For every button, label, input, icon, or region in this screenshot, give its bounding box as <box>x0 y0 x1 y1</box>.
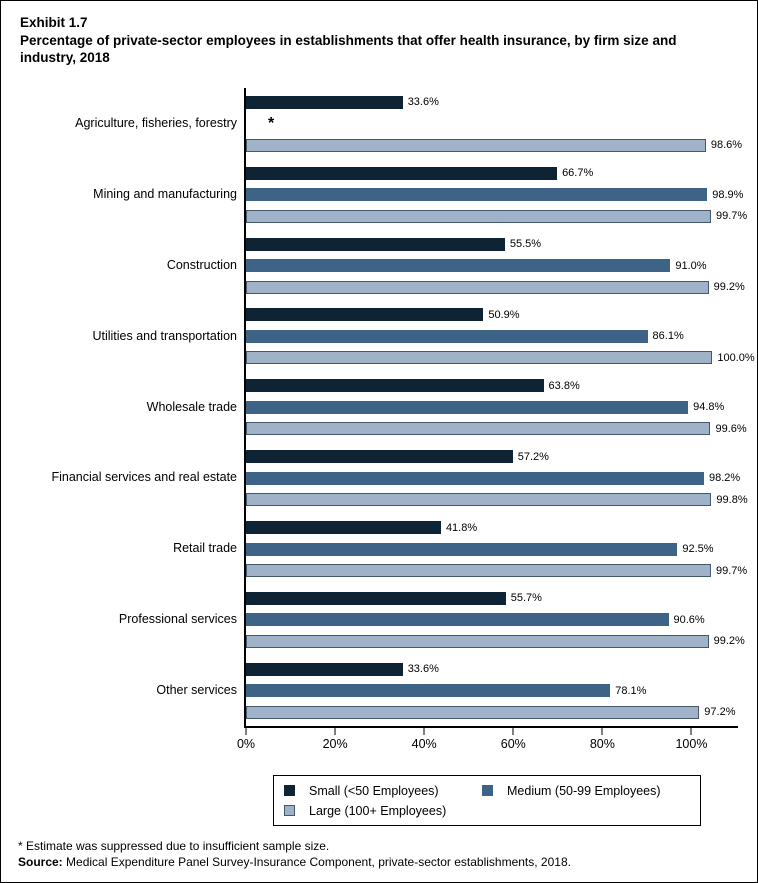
bar <box>246 592 506 605</box>
source-label: Source: <box>18 854 63 869</box>
bar-value-label: 99.2% <box>713 635 745 648</box>
bar-value-label: 50.9% <box>488 308 520 321</box>
bar <box>246 210 711 223</box>
category-label: Agriculture, fisheries, forestry <box>75 115 237 130</box>
x-axis-ticks <box>236 728 736 758</box>
tick-label: 80% <box>589 736 615 751</box>
bar-row <box>246 347 758 369</box>
bar-chart <box>1 88 757 758</box>
bar <box>246 188 707 201</box>
bar <box>246 635 709 648</box>
bar <box>246 543 677 556</box>
bar-group-bars <box>244 513 758 584</box>
bar <box>246 472 704 485</box>
tick-mark <box>246 728 247 735</box>
bar-row <box>246 326 758 348</box>
bar <box>246 96 403 109</box>
bar-row <box>246 162 758 184</box>
chart-title: Percentage of private-sector employees in establishments that offer health insurance, by firm size and industry, 2018 <box>20 32 677 65</box>
tick-mark <box>424 728 425 735</box>
bar-value-label: 78.1% <box>615 684 647 697</box>
bar-group-bars <box>244 88 758 159</box>
category-label: Financial services and real estate <box>51 470 237 485</box>
tick-label: 60% <box>500 736 526 751</box>
bar-row <box>246 560 758 582</box>
legend-label: Medium (50-99 Employees) <box>507 783 661 798</box>
bar-value-label: 99.7% <box>715 564 748 577</box>
bar <box>246 259 670 272</box>
bar-group-bars <box>244 300 758 371</box>
plot-area <box>1 88 758 726</box>
bar <box>246 139 706 152</box>
source-note <box>18 855 757 870</box>
bar <box>246 564 711 577</box>
bar-group <box>1 300 758 371</box>
bar-row <box>246 184 758 206</box>
bar-value-label: 99.2% <box>713 281 745 294</box>
small-series-swatch-icon <box>284 785 295 796</box>
footnote: * Estimate was suppressed due to insufficient sample size. <box>18 838 330 853</box>
bar-row <box>246 446 758 468</box>
bar-row <box>246 113 758 135</box>
bar-value-label: 99.7% <box>715 210 748 223</box>
bar <box>246 706 699 719</box>
tick-mark <box>513 728 514 735</box>
bar-group-bars <box>244 158 758 229</box>
bar-row <box>246 659 758 681</box>
legend-item-large <box>284 804 482 818</box>
bar-value-label: 55.7% <box>510 592 542 605</box>
bar-value-label: 98.9% <box>712 188 744 201</box>
category-label: Retail trade <box>173 541 237 556</box>
bar <box>246 493 711 506</box>
bar-value-label: 99.8% <box>716 493 748 506</box>
bar-row <box>246 609 758 631</box>
bar-group-bars <box>244 229 758 300</box>
tick-label: 100% <box>675 736 708 751</box>
large-series-swatch-icon <box>284 805 295 816</box>
title-block <box>1 1 757 67</box>
bar-row <box>246 702 758 724</box>
category-label: Wholesale trade <box>146 399 237 414</box>
bar-row <box>246 418 758 440</box>
bar-group <box>1 371 758 442</box>
suppressed-marker: * <box>268 114 275 132</box>
bar <box>246 684 610 697</box>
bar-group-bars <box>244 371 758 442</box>
bar-row <box>246 255 758 277</box>
bar-row <box>246 233 758 255</box>
category-label: Other services <box>156 683 237 698</box>
tick-label: 20% <box>322 736 348 751</box>
bar-row <box>246 588 758 610</box>
bar-value-label: 97.2% <box>704 706 736 719</box>
bar-row <box>246 397 758 419</box>
bar-value-label: 63.8% <box>548 379 580 392</box>
bar-value-label: 99.6% <box>715 422 747 435</box>
bar-value-label: 100.0% <box>717 351 755 364</box>
bar-row <box>246 680 758 702</box>
bar <box>246 308 483 321</box>
exhibit-number: Exhibit 1.7 <box>20 15 88 30</box>
category-label: Utilities and transportation <box>92 328 237 343</box>
bar-group <box>1 584 758 655</box>
bar <box>246 450 513 463</box>
category-label: Mining and manufacturing <box>93 186 237 201</box>
legend <box>273 775 701 826</box>
bar-value-label: 41.8% <box>445 521 478 534</box>
medium-series-swatch-icon <box>482 785 493 796</box>
bar-group <box>1 158 758 229</box>
bar-value-label: 91.0% <box>675 259 707 272</box>
bar-row <box>246 92 758 114</box>
bar-value-label: 86.1% <box>652 330 684 343</box>
legend-item-small <box>284 784 482 798</box>
bar <box>246 521 441 534</box>
bar-group-bars <box>244 584 758 655</box>
legend-item-medium <box>482 784 690 798</box>
bar <box>246 613 669 626</box>
bar <box>246 167 557 180</box>
bar-row <box>246 375 758 397</box>
bar-value-label: 92.5% <box>682 543 714 556</box>
category-label: Professional services <box>118 612 237 627</box>
bar-row <box>246 276 758 298</box>
bar-value-label: 55.5% <box>509 238 542 251</box>
bar-value-label: 90.6% <box>673 613 705 626</box>
tick-mark <box>602 728 603 735</box>
category-label: Construction <box>166 257 237 272</box>
legend-label: Large (100+ Employees) <box>309 803 447 818</box>
bar <box>246 422 710 435</box>
bar-group <box>1 442 758 513</box>
bar-row <box>246 304 758 326</box>
bar-group <box>1 88 758 159</box>
bar <box>246 663 403 676</box>
bar <box>246 238 505 251</box>
bar-value-label: 98.6% <box>710 139 743 152</box>
bar-value-label: 33.6% <box>407 663 439 676</box>
bar-group <box>1 655 758 726</box>
bar-row <box>246 517 758 539</box>
legend-label: Small (<50 Employees) <box>309 783 439 798</box>
bar-value-label: 94.8% <box>693 401 725 414</box>
bar-row <box>246 205 758 227</box>
tick-label: 40% <box>411 736 437 751</box>
bar <box>246 379 544 392</box>
bar <box>246 330 648 343</box>
tick-label: 0% <box>236 736 256 751</box>
bar-value-label: 57.2% <box>517 450 549 463</box>
bar-group <box>1 229 758 300</box>
tick-mark <box>335 728 336 735</box>
bar-row <box>246 467 758 489</box>
bar-row <box>246 631 758 653</box>
bar-value-label: 98.2% <box>708 472 741 485</box>
bar-value-label: 66.7% <box>562 167 594 180</box>
bar-group <box>1 513 758 584</box>
bar-row <box>246 489 758 511</box>
bar-row <box>246 538 758 560</box>
bar <box>246 281 709 294</box>
bar-row <box>246 135 758 157</box>
bar-group-bars <box>244 655 758 726</box>
bar <box>246 401 688 414</box>
source-text: Medical Expenditure Panel Survey-Insurance Component, private-sector establishments, 2018. <box>62 854 571 869</box>
bar <box>246 351 712 364</box>
bar-group-bars <box>244 442 758 513</box>
notes-block <box>18 839 757 870</box>
tick-mark <box>691 728 692 735</box>
bar-value-label: 33.6% <box>407 96 439 109</box>
